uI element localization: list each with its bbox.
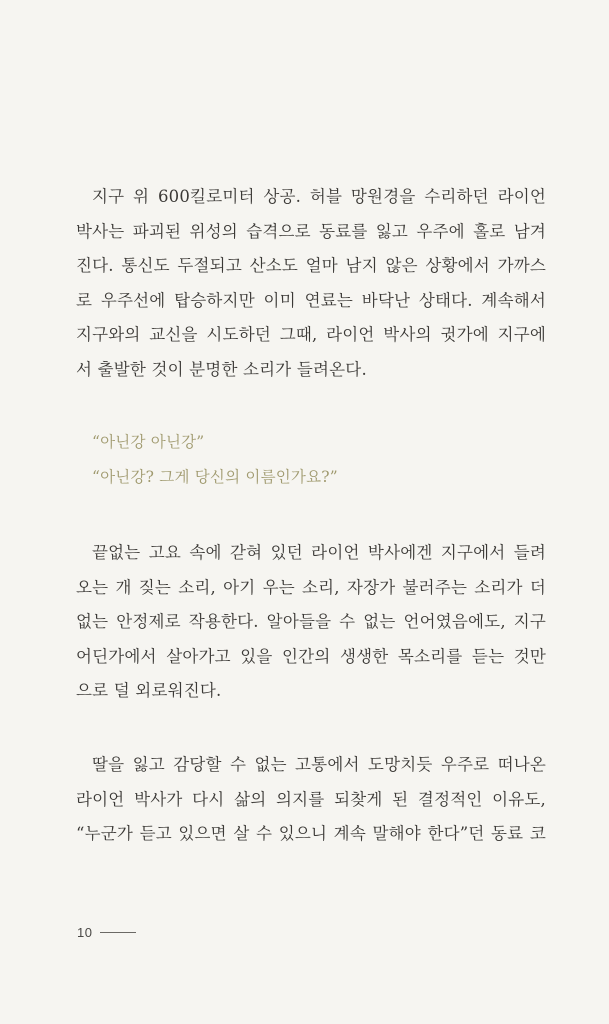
paragraph-line: 오는 개 짖는 소리, 아기 우는 소리, 자장가 불러주는 소리가 더 [76, 577, 546, 597]
paragraph-line: “누군가 듣고 있으면 살 수 있으니 계속 말해야 한다”던 동료 코 [76, 824, 546, 843]
dialogue-block [92, 425, 532, 495]
paragraph-line: 딸을 잃고 감당할 수 없는 고통에서 도망치듯 우주로 떠나온 [92, 755, 546, 774]
paragraph-line: 어딘가에서 살아가고 있을 인간의 생생한 목소리를 듣는 것만 [76, 646, 546, 666]
paragraph-line: 지구와의 교신을 시도하던 그때, 라이언 박사의 귓가에 지구에 [76, 325, 546, 344]
footer-rule [100, 932, 136, 933]
page-number: 10 [77, 925, 93, 940]
paragraph-1 [76, 180, 546, 387]
paragraph-line: 박사는 파괴된 위성의 습격으로 동료를 잃고 우주에 홀로 남겨 [76, 221, 546, 241]
paragraph-2 [76, 536, 546, 709]
paragraph-line: 으로 덜 외로워진다. [76, 681, 222, 700]
paragraph-3 [76, 748, 546, 852]
dialogue-line: “아닌강? 그게 당신의 이름인가요?” [92, 468, 338, 486]
page-footer [77, 925, 136, 940]
dialogue-line: “아닌강 아닌강” [92, 433, 205, 451]
paragraph-line: 없는 안정제로 작용한다. 알아들을 수 없는 언어였음에도, 지구 [76, 612, 546, 631]
paragraph-line: 로 우주선에 탑승하지만 이미 연료는 바닥난 상태다. 계속해서 [76, 290, 546, 310]
paragraph-line: 서 출발한 것이 분명한 소리가 들려온다. [76, 359, 367, 379]
paragraph-line: 끝없는 고요 속에 갇혀 있던 라이언 박사에겐 지구에서 들려 [92, 543, 546, 562]
paragraph-line: 라이언 박사가 다시 삶의 의지를 되찾게 된 결정적인 이유도, [76, 789, 546, 809]
paragraph-line: 진다. 통신도 두절되고 산소도 얼마 남지 않은 상황에서 가까스 [76, 256, 546, 275]
paragraph-line: 지구 위 600킬로미터 상공. 허블 망원경을 수리하던 라이언 [92, 187, 546, 206]
